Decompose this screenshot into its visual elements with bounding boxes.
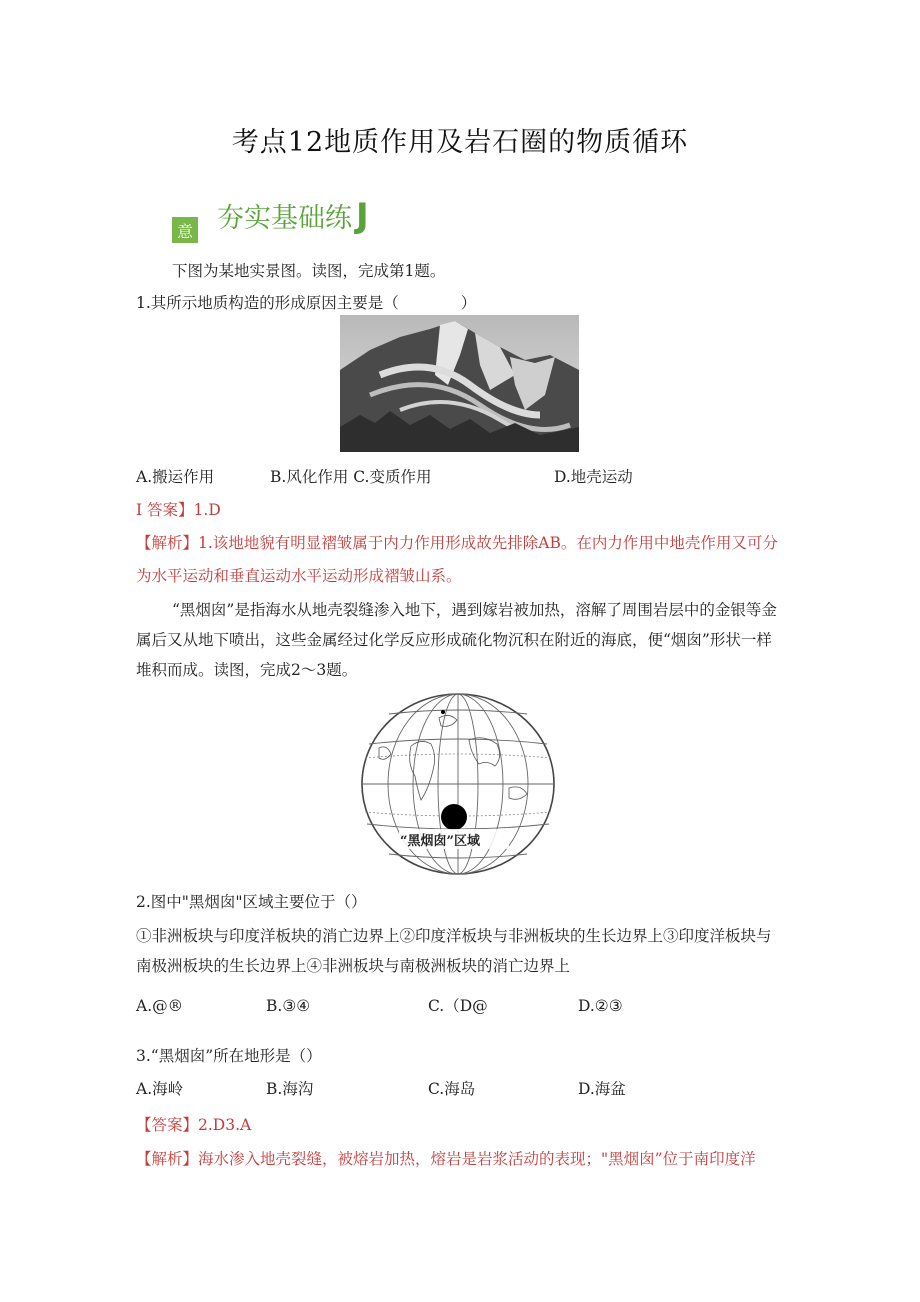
answer-2-3: 【答案】2.D3.A [136, 1116, 252, 1134]
q2-line1: ①非洲板块与印度洋板块的消亡边界上②印度洋板块与非洲板块的生长边界上③印度洋板块与 [136, 927, 772, 945]
explanation-2-3 [136, 1149, 756, 1169]
explanation-1 [136, 533, 778, 553]
q3-option-b: B.海沟 [266, 1080, 314, 1098]
intro-2-line1: “黑烟囱”是指海水从地壳裂缝渗入地下，遇到嫁岩被加热，溶解了周围岩层中的金银等金 [172, 601, 777, 619]
q2-option-d: D.②③ [578, 997, 623, 1015]
q3-option-a: A.海岭 [136, 1080, 184, 1098]
mountain-photo [340, 315, 579, 452]
answer-1: I 答案】1.D [136, 501, 221, 519]
intro-1: 下图为某地实景图。读图，完成第1题。 [172, 262, 446, 280]
q1-option-bc: B.风化作用 C.变质作用 [270, 468, 432, 486]
banner-text: 夯实基础练 [217, 203, 352, 234]
q3-option-c: C.海岛 [428, 1080, 476, 1098]
intro-2-line3: 堆积而成。读图，完成2～3题。 [136, 661, 358, 679]
q3-stem: 3.“黑烟囱”所在地形是（） [136, 1047, 322, 1065]
q1-stem: 1.其所示地质构造的形成原因主要是（ ） [136, 294, 477, 312]
explanation-1-line2: 为水平运动和垂直运动水平运动形成褶皱山系。 [136, 567, 462, 585]
section-banner [217, 196, 369, 236]
banner-mark: J [356, 196, 369, 236]
page-title: 考点12地质作用及岩石圈的物质循环 [231, 127, 689, 158]
explanation-2-3-line1: 海水渗入地壳裂缝，被熔岩加热，熔岩是岩浆活动的表现；"黑烟囱”位于南印度洋 [198, 1150, 756, 1168]
q1-option-d: D.地壳运动 [554, 468, 633, 486]
q2-option-c: C.（D@ [428, 997, 488, 1015]
intro-2-line2: 属后又从地下喷出，这些金属经过化学反应形成硫化物沉积在附近的海底，便“烟囱”形状一样 [136, 631, 772, 649]
q2-option-a: A.@® [136, 997, 184, 1015]
q2-line2: 南极洲板块的生长边界上④非洲板块与南极洲板块的消亡边界上 [136, 957, 571, 975]
explanation-1-line1: 1.该地地貌有明显褶皱属于内力作用形成故先排除AB。在内力作用中地壳作用又可分 [198, 534, 778, 552]
q3-option-d: D.海盆 [578, 1080, 626, 1098]
q2-stem: 2.图中"黑烟囱"区域主要位于（） [136, 893, 367, 911]
explanation-label: 【解析】 [136, 1150, 199, 1168]
globe-label: “黑烟囱”区域 [400, 834, 480, 849]
q1-option-a: A.搬运作用 [136, 468, 215, 486]
globe-map [359, 688, 558, 878]
q2-option-b: B.③④ [266, 997, 311, 1015]
banner-icon: 意 [172, 217, 198, 243]
explanation-label: 【解析】 [136, 534, 199, 552]
